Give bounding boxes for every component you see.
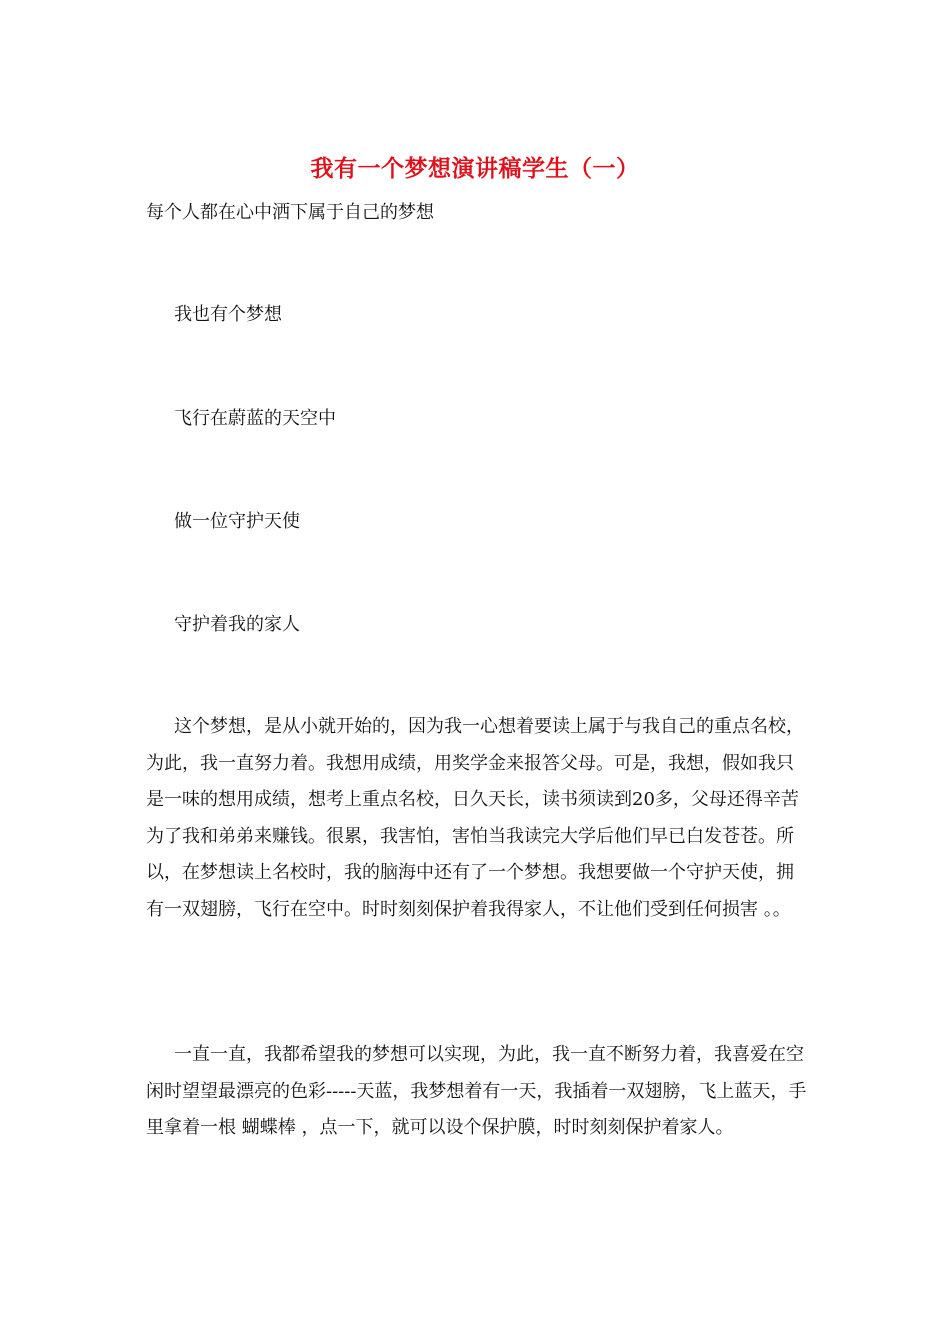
poem-line: 做一位守护天使	[174, 511, 300, 532]
poem-line: 飞行在蔚蓝的天空中	[174, 408, 336, 429]
poem-line: 我也有个梦想	[174, 304, 282, 325]
paragraph: 一直一直，我都希望我的梦想可以实现，为此，我一直不断努力着，我喜爱在空闲时望望最漂亮的色彩-----天蓝，我梦想着有一天，我插着一双翅膀，飞上蓝天，手里拿着一根 蝴蝶棒 ，点一下，就可以设个保护膜，时时刻刻保护着家人。	[146, 1044, 807, 1138]
paragraph: 这个梦想，是从小就开始的，因为我一心想着要读上属于与我自己的重点名校，为此，我一直努力着。我想用成绩，用奖学金来报答父母。可是，我想，假如我只是一味的想用成绩，想考上重点名校，日久天长，读书须读到20多，父母还得辛苦为了我和弟弟来赚钱。很累，我害怕，害怕当我读完大学后他们早已白发苍苍。所以，在梦想读上名校时，我的脑海中还有了一个梦想。我想要做一个守护天使，拥有一双翅膀，飞行在空中。时时刻刻保护着我得家人，不让他们受到任何损害 。。	[146, 716, 804, 920]
poem-line: 守护着我的家人	[174, 614, 300, 635]
intro-line: 每个人都在心中洒下属于自己的梦想	[146, 202, 434, 223]
document-title: 我有一个梦想演讲稿学生（一）	[310, 155, 640, 182]
